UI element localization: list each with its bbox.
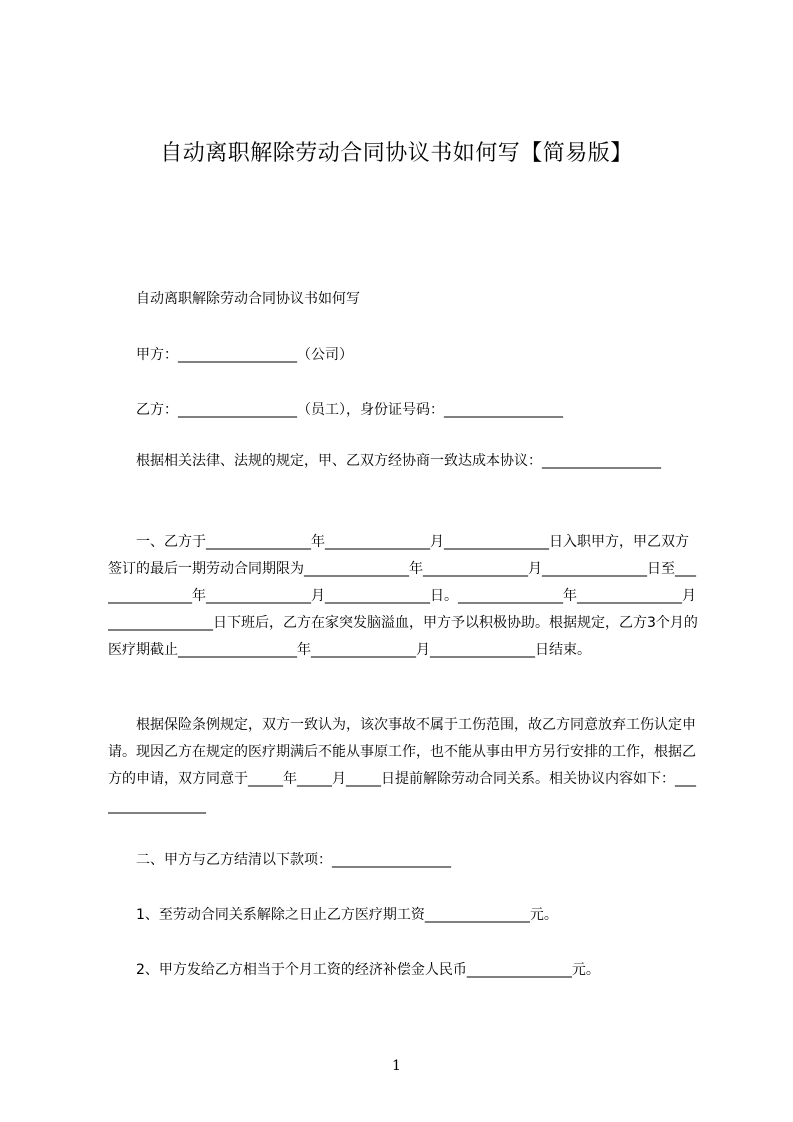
party-a-line: 甲方：_________________（公司）	[136, 347, 353, 363]
clause-2-item-1: 1、至劳动合同关系解除之日止乙方医疗期工资_______________元。	[136, 907, 558, 923]
preamble-paragraph: 根据相关法律、法规的规定，甲、乙双方经协商一致达成本协议：_________________	[136, 453, 661, 469]
page-number: 1	[392, 1058, 401, 1074]
party-b-line: 乙方：_________________（员工），身份证号码：_________________	[136, 402, 563, 418]
clause-1-continuation: 根据保险条例规定，双方一致认为，该次事故不属于工伤范围，故乙方同意放弃工伤认定申请。现因乙方在规定的医疗期满后不能从事原工作，也不能从事由甲方另行安排的工作，根据乙方的申请，双方同意于_____年_____月_____日提前解除劳动合同关系。相关协议内容如下：_________________	[108, 717, 696, 814]
clause-2-heading: 二、甲方与乙方结清以下款项：_________________	[136, 852, 451, 868]
clause-1-paragraph: 一、乙方于_______________年_______________月_______________日入职甲方，甲乙双方签订的最后一期劳动合同期限为_______________年_______________月_______________日至_______________年_______________月_______________日。_______________年_______________月_______________日下班后，乙方在家突发脑溢血，甲方予以积极协助。根据规定，乙方3个月的医疗期截止_________________年_______________月_______________日结束。	[108, 534, 698, 658]
clause-2-item-2: 2、甲方发给乙方相当于个月工资的经济补偿金人民币_______________元。	[136, 962, 600, 978]
document-title: 自动离职解除劳动合同协议书如何写【简易版】	[160, 141, 633, 166]
document-subtitle: 自动离职解除劳动合同协议书如何写	[136, 291, 360, 307]
